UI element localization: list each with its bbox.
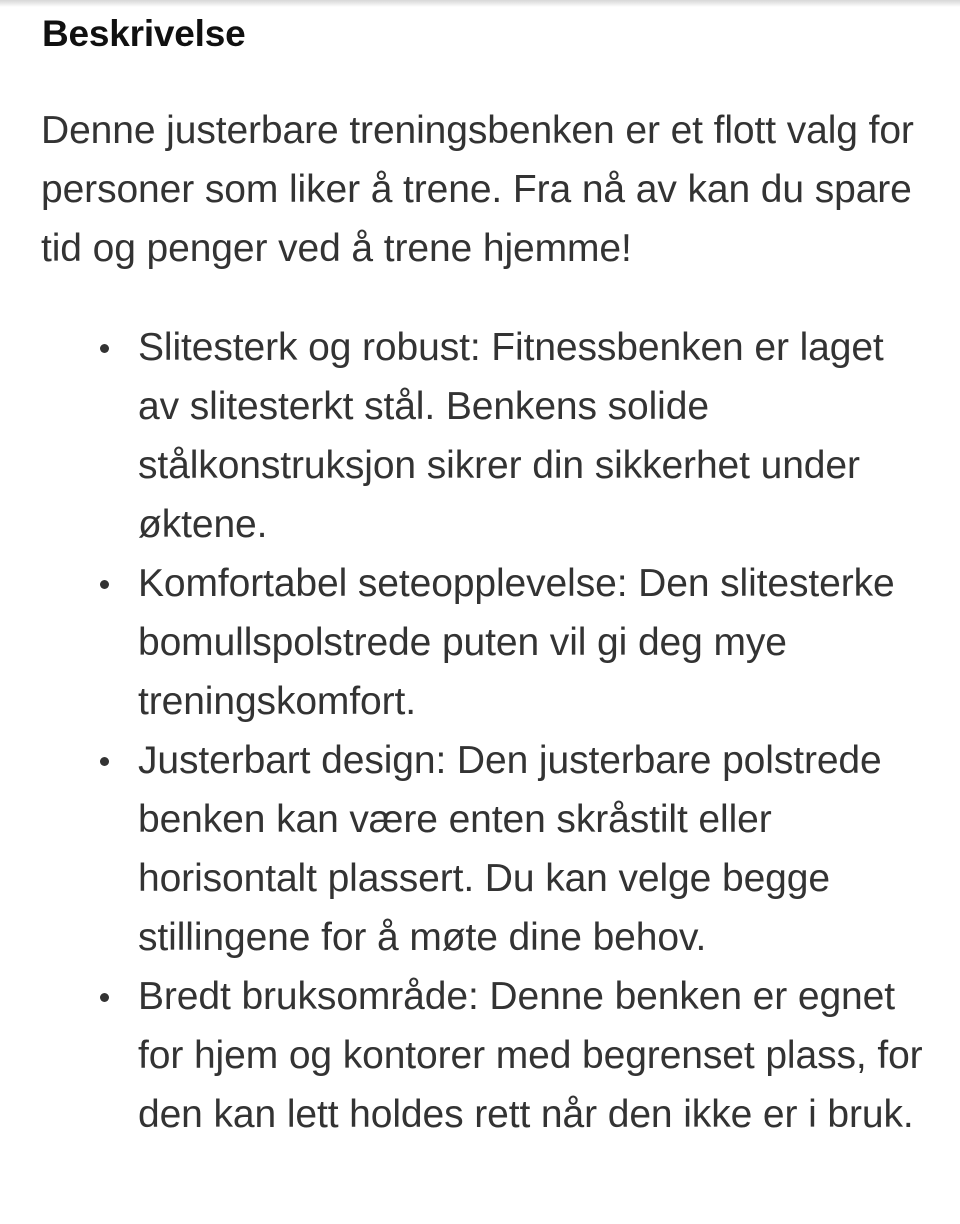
list-item xyxy=(41,731,926,967)
list-item-label: Slitesterk og robust: Fitnessbenken er laget av slitesterkt stål. Benkens solide stålkonstruksjon sikrer din sikkerhet under øktene. xyxy=(138,326,884,546)
description-intro-paragraph: Denne justerbare treningsbenken er et flott valg for personer som liker å trene. Fra nå av kan du spare tid og penger ved å trene hjemme! xyxy=(41,109,914,270)
list-item-label: Justerbart design: Den justerbare polstrede benken kan være enten skråstilt eller horisontalt plassert. Du kan velge begge stillingene for å møte dine behov. xyxy=(138,739,882,959)
bullet-icon xyxy=(100,580,109,589)
list-item-label: Komfortabel seteopplevelse: Den slitesterke bomullspolstrede puten vil gi deg mye treningskomfort. xyxy=(138,562,895,723)
bullet-icon xyxy=(100,344,109,353)
list-item xyxy=(41,318,926,554)
bullet-icon xyxy=(100,757,109,766)
viewport-top-shadow xyxy=(0,0,960,7)
list-item xyxy=(41,967,926,1144)
feature-list xyxy=(41,318,926,1144)
list-item-label: Bredt bruksområde: Denne benken er egnet for hjem og kontorer med begrenset plass, for den kan lett holdes rett når den ikke er i bruk. xyxy=(138,975,923,1136)
page-title: Beskrivelse xyxy=(42,13,246,54)
bullet-icon xyxy=(100,993,109,1002)
list-item xyxy=(41,554,926,731)
